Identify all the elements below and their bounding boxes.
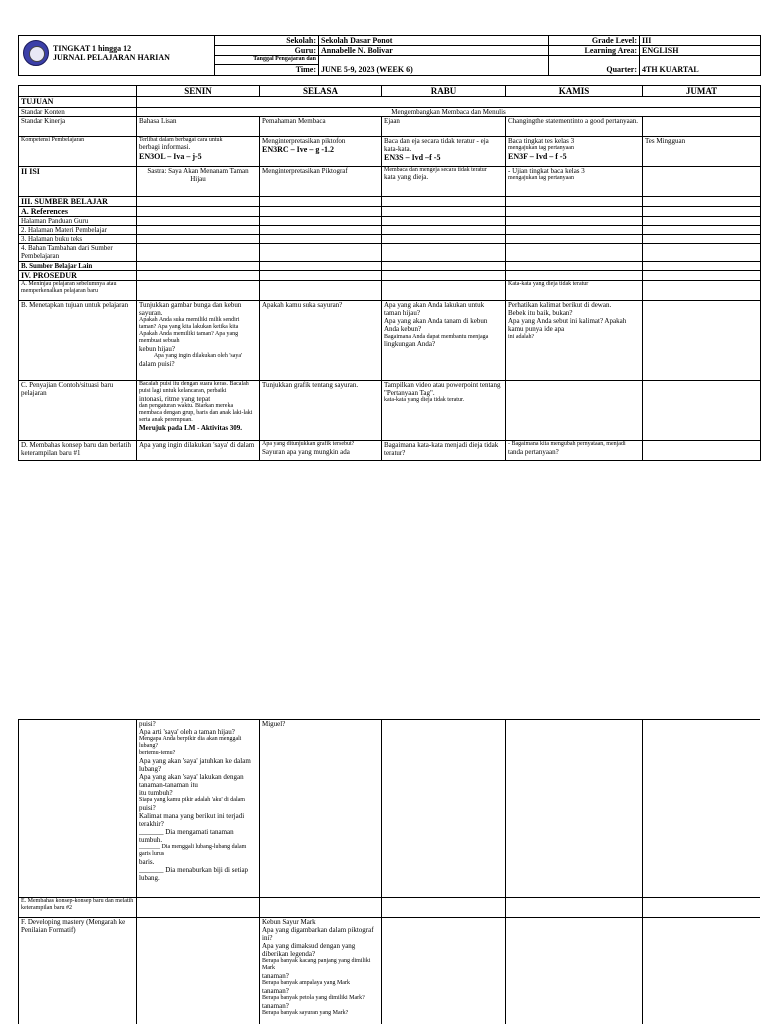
d-senin: Apa yang ingin dilakukan 'saya' di dalam [137, 441, 260, 461]
row-panduan-guru: Halaman Panduan Guru [19, 216, 137, 225]
kp-jumat: Tes Mingguan [643, 136, 761, 166]
d-selasa: Apa yang ditunjukkan grafik tersebut? Sayuran apa yang mungkin ada [260, 441, 382, 461]
p2-senin: puisi? Apa arti 'saya' oleh a taman hijau? Mengapa Anda berpikir dia akan menggali lubang? bertemu-temu? Apa yang akan 'saya' jatuhkan ke dalam lubang? Apa yang akan 'saya' lakukan dengan tanaman-tanaman itu itu tumbuh? Siapa yang kamu pikir adalah 'aku' di dalam puisi? Kalimat mana yang berikut ini terjadi terakhir? _______ Dia mengamati tanaman tumbuh. _______ Dia menggali lubang-lubang dalam garis lurus baris. _______ Dia menaburkan biji di setiap lubang. [137, 720, 260, 898]
time-value: JUNE 5-9, 2023 (WEEK 6) [319, 56, 549, 75]
day-header-rabu: RABU [382, 86, 506, 97]
row-materi: 2. Halaman Materi Pembelajar [19, 226, 137, 235]
isi-senin: Sastra: Saya Akan Menanam Taman Hijau [137, 166, 260, 196]
row-a: A. Meninjau pelajaran sebelumnya atau memperkenalkan pelajaran baru [19, 281, 137, 301]
row-b: B. Menetapkan tujuan untuk pelajaran [19, 301, 137, 381]
day-header-jumat: JUMAT [643, 86, 761, 97]
title-cell [19, 36, 215, 76]
sekolah-value: Sekolah Dasar Ponot [319, 36, 549, 46]
c-selasa: Tunjukkan grafik tentang sayuran. [260, 381, 382, 441]
row-kompetensi: Kompetensi Pembelajaran [19, 136, 137, 166]
guru-value: Annabelle N. Bolivar [319, 46, 549, 56]
a-kamis: Kata-kata yang dieja tidak teratur [506, 281, 643, 301]
header-title-line1: TINGKAT 1 hingga 12 [53, 44, 132, 53]
header-block [18, 35, 760, 75]
area-value: ENGLISH [640, 46, 761, 56]
day-header-kamis: KAMIS [506, 86, 643, 97]
row-isi: II ISI [19, 166, 137, 196]
header-title-line2: JURNAL PELAJARAN HARIAN [53, 53, 170, 63]
day-header-selasa: SELASA [260, 86, 382, 97]
quarter-label: Quarter: [549, 56, 640, 75]
b-kamis: Perhatikan kalimat berikut di dewan. Bebek itu baik, bukan? Apa yang Anda sebut ini kalimat? Apakah kamu punya ide apa ini adalah? [506, 301, 643, 381]
row-c: C. Penyajian Contoh/situasi baru pelajaran [19, 381, 137, 441]
tanggal-label: Tanggal Pengajaran dan [215, 56, 319, 65]
p2-selasa: Miguel? [260, 720, 382, 898]
isi-rabu: Membaca dan mengeja secara tidak teratur kata yang dieja. [382, 166, 506, 196]
kp-senin: Terlibat dalam berbagai cara untuk berbagi informasi. EN3OL – Iva – j-5 [137, 136, 260, 166]
kp-rabu: Baca dan eja secara tidak teratur - eja kata-kata. EN3S – Ivd –f -5 [382, 136, 506, 166]
quarter-value: 4TH KUARTAL [640, 56, 761, 75]
sk-rabu: Ejaan [382, 116, 506, 136]
area-label: Learning Area: [549, 46, 640, 56]
row-tujuan: TUJUAN [19, 97, 137, 107]
f-selasa: Kebun Sayur Mark Apa yang digambarkan dalam piktograf ini? Apa yang dimaksud dengan yang diberikan legenda? Berapa banyak kacang panjang yang dimiliki Mark tanaman? Berapa banyak ampalaya yang Mark tanaman? Berapa banyak petola yang dimiliki Mark? tanaman? Berapa banyak sayuran yang Mark? [260, 918, 382, 1024]
c-senin: Bacalah puisi itu dengan suara keras. Bacalah puisi lagi untuk kelancaran, perbaiki intonasi, ritme yang tepat dan pengaturan waktu. Biarkan mereka membaca dengan grup, baris dan anak laki-laki serta anak perempuan. Merujuk pada LM - Aktivitas 309. [137, 381, 260, 441]
day-header-senin: SENIN [137, 86, 260, 97]
row-f: F. Developing mastery (Mengarah ke Penilaian Formatif) [19, 918, 137, 1024]
grade-label: Grade Level: [549, 36, 640, 46]
d-kamis: - Bagaimana kita mengubah pernyataan, menjadi tanda pertanyaan? [506, 441, 643, 461]
sekolah-label: Sekolah: [215, 36, 319, 46]
row-d: D. Membahas konsep baru dan berlatih keterampilan baru #1 [19, 441, 137, 461]
kp-selasa: Menginterpretasikan piktofon EN3RC – Ive – g -1.2 [260, 136, 382, 166]
row-prosedur: IV. PROSEDUR [19, 271, 137, 281]
row-sumber-lain: B. Sumber Belajar Lain [19, 262, 137, 271]
row-references: A. References [19, 206, 137, 216]
grade-value: III [640, 36, 761, 46]
sk-selasa: Pemahaman Membaca [260, 116, 382, 136]
guru-label: Guru: [215, 46, 319, 56]
row-standar-konten: Standar Konten [19, 107, 137, 116]
lesson-table-page1 [18, 85, 760, 461]
b-senin: Tunjukkan gambar bunga dan kebun sayuran. Apakah Anda suka memiliki milik sendiri taman? Apa yang kita lakukan ketika kita Apakah Anda memiliki taman? Apa yang membuat sebuah kebun hijau? Apa yang ingin dilakukan oleh 'saya' dalam puisi? [137, 301, 260, 381]
row-standar-kinerja: Standar Kinerja [19, 116, 137, 136]
header-table [18, 35, 761, 76]
sk-senin: Bahasa Lisan [137, 116, 260, 136]
b-rabu: Apa yang akan Anda lakukan untuk taman hijau? Apa yang akan Anda tanam di kebun Anda kebun? Bagaimana Anda dapat membantu menjaga lingkungan Anda? [382, 301, 506, 381]
isi-selasa: Menginterpretasikan Piktograf [260, 166, 382, 196]
time-label: Time: [215, 65, 319, 75]
row-buku-teks: 3. Halaman buku teks [19, 235, 137, 244]
standar-konten-all: Mengembangkan Membaca dan Menulis [137, 107, 761, 116]
row-e: E. Membahas konsep-konsep baru dan melatih keterampilan baru #2 [19, 898, 137, 918]
kp-kamis: Baca tingkat tes kelas 3 mengajukan tag pertanyaan EN3F – Ivd – f -5 [506, 136, 643, 166]
d-rabu: Bagaimana kata-kata menjadi dieja tidak teratur? [382, 441, 506, 461]
row-tambahan: 4. Bahan Tambahan dari Sumber Pembelajaran [19, 244, 137, 262]
lesson-table-page2 [18, 719, 760, 1024]
c-rabu: Tampilkan video atau powerpoint tentang "Pertanyaan Tag". kata-kata yang dieja tidak teratur. [382, 381, 506, 441]
deped-seal-icon [23, 40, 49, 66]
b-selasa: Apakah kamu suka sayuran? [260, 301, 382, 381]
isi-kamis: - Ujian tingkat baca kelas 3 mengajukan tag pertanyaan [506, 166, 643, 196]
sk-kamis: Changingthe statementinto a good pertanyaan. [506, 116, 643, 136]
row-sumber: III. SUMBER BELAJAR [19, 196, 137, 206]
